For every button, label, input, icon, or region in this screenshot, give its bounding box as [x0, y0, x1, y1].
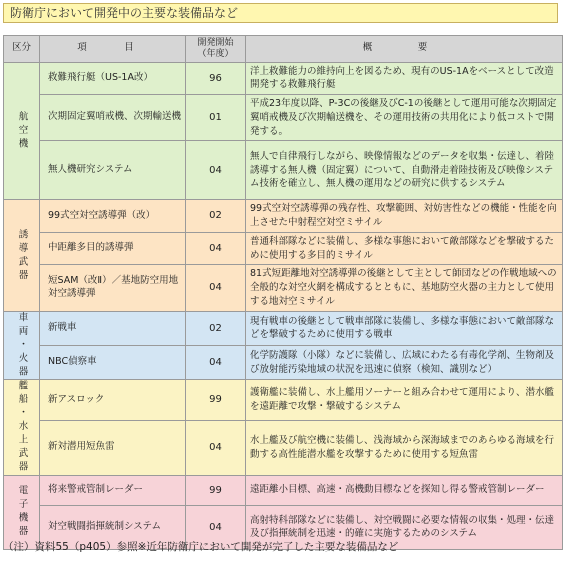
header-summary: 概 要: [246, 36, 563, 63]
item-summary: 水上艦及び航空機に装備し、浅海域から深海域までのあらゆる海域を行動する高性能潜水艦を攻撃するために使用する短魚雷: [246, 420, 563, 475]
table-row: [4, 311, 563, 345]
start-year: 04: [186, 505, 246, 549]
item-summary: 化学防護隊（小隊）などに装備し、広域にわたる有毒化学剤、生物剤及び放射能汚染地域の状況を迅速に偵察（検知、識別など）: [246, 346, 563, 380]
category-label: 車両・火器: [16, 311, 28, 380]
start-year: 04: [186, 141, 246, 200]
item-name: 短SAM（改Ⅱ）／基地防空用地対空誘導弾: [40, 265, 186, 311]
item-name: NBC偵察車: [40, 346, 186, 380]
item-name: 将来警戒管制レーダー: [40, 475, 186, 505]
table-row: [4, 232, 563, 265]
table-row: [4, 62, 563, 95]
item-name: 99式空対空誘導弾（改）: [40, 200, 186, 233]
footnote: （注）資料55（p405）参照※近年防衛庁において開発が完了した主要な装備品など: [3, 541, 399, 553]
category-label: 艦船・水上武器: [16, 380, 28, 475]
item-name: 救難飛行艇（US-1A改）: [40, 62, 186, 95]
equipment-table: [3, 35, 563, 550]
start-year: 04: [186, 265, 246, 311]
start-year: 04: [186, 346, 246, 380]
category-cell: [4, 62, 40, 200]
table-row: [4, 380, 563, 421]
item-summary: 遠距離小目標、高速・高機動目標などを探知し得る警戒管制レーダー: [246, 475, 563, 505]
header-year: 開発開始 （年度）: [186, 36, 246, 63]
item-summary: 無人で自律飛行しながら、映像情報などのデータを収集・伝達し、着陸誘導する無人機（固定翼）について、自動滑走着陸技術及び映像システム技術を確立し、無人機の運用などの研究に供するシステム: [246, 141, 563, 200]
item-name: 無人機研究システム: [40, 141, 186, 200]
category-label: 航空機: [16, 110, 28, 152]
start-year: 02: [186, 311, 246, 345]
item-name: 中距離多目的誘導弾: [40, 232, 186, 265]
table-row: [4, 475, 563, 505]
item-name: 次期固定翼哨戒機、次期輸送機: [40, 95, 186, 141]
item-summary: 普通科部隊などに装備し、多様な事態において敵部隊などを撃破するために使用する多目的ミサイル: [246, 232, 563, 265]
category-cell: [4, 380, 40, 476]
page-title: 防衛庁において開発中の主要な装備品など: [3, 3, 558, 23]
item-summary: 平成23年度以降、P-3Cの後継及びC-1の後継として運用可能な次期固定翼哨戒機及び次期輸送機を、その運用技術の共用化により低コストで開発する。: [246, 95, 563, 141]
item-name: 新対潜用短魚雷: [40, 420, 186, 475]
item-summary: 99式空対空誘導弾の残存性、攻撃範囲、対妨害性などの機能・性能を向上させた中射程空対空ミサイル: [246, 200, 563, 233]
table-row: [4, 141, 563, 200]
table-row: [4, 420, 563, 475]
table-row: [4, 346, 563, 380]
header-category: 区分: [4, 36, 40, 63]
start-year: 99: [186, 380, 246, 421]
category-label: 誘導武器: [16, 228, 28, 283]
category-cell: [4, 311, 40, 380]
item-summary: 現有戦車の後継として戦車部隊に装備し、多様な事態において敵部隊などを撃破するために使用する戦車: [246, 311, 563, 345]
start-year: 99: [186, 475, 246, 505]
item-name: 新アスロック: [40, 380, 186, 421]
item-summary: 護衛艦に装備し、水上艦用ソーナーと組み合わせて運用により、潜水艦を遠距離で攻撃・撃破するシステム: [246, 380, 563, 421]
table-row: [4, 200, 563, 233]
start-year: 04: [186, 232, 246, 265]
start-year: 96: [186, 62, 246, 95]
start-year: 01: [186, 95, 246, 141]
item-summary: 洋上救難能力の維持向上を図るため、現有のUS-1Aをベースとして改造開発する救難飛行艇: [246, 62, 563, 95]
category-label: 電子機器: [16, 485, 28, 540]
category-cell: [4, 200, 40, 311]
item-summary: 81式短距離地対空誘導弾の後継として主として師団などの作戦地域への全般的な対空火網を構成するとともに、基地防空火器の主力として使用する地対空ミサイル: [246, 265, 563, 311]
item-summary: 高射特科部隊などに装備し、対空戦闘に必要な情報の収集・処理・伝達及び指揮統制を迅速・的確に実施するためのシステム: [246, 505, 563, 549]
table-row: [4, 265, 563, 311]
start-year: 04: [186, 420, 246, 475]
item-name: 新戦車: [40, 311, 186, 345]
header-item: 項 目: [40, 36, 186, 63]
item-name: 対空戦闘指揮統制システム: [40, 505, 186, 549]
table-row: [4, 95, 563, 141]
start-year: 02: [186, 200, 246, 233]
